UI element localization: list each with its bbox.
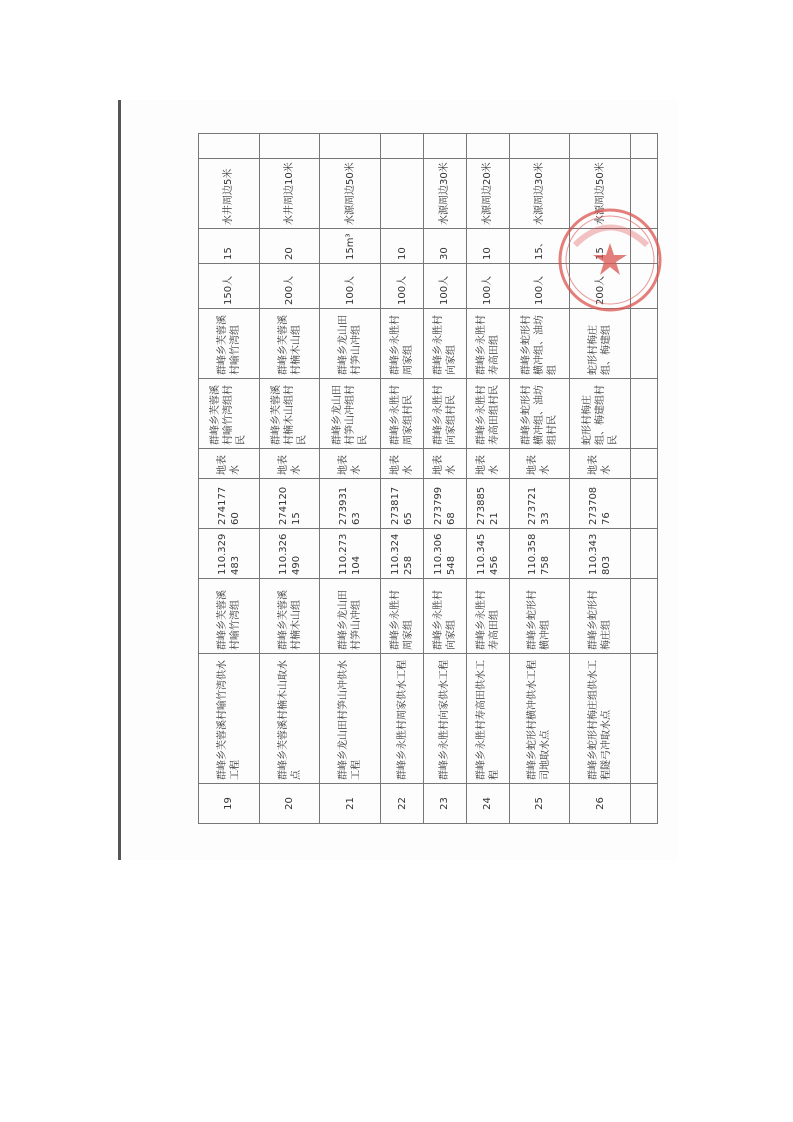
cell-latitude: 27379968 xyxy=(423,479,466,529)
cell-longitude: 110.345456 xyxy=(466,529,509,579)
cell-empty xyxy=(631,134,658,159)
cell-longitude: 110.273104 xyxy=(320,529,381,579)
cell-remark xyxy=(423,134,466,159)
cell-water-type: 地表水 xyxy=(381,449,424,479)
cell-latitude: 27393163 xyxy=(320,479,381,529)
cell-population: 100人 xyxy=(381,264,424,309)
cell-empty xyxy=(631,529,658,579)
cell-population: 100人 xyxy=(509,264,570,309)
cell-protection-range: 水源周边30米 xyxy=(509,159,570,229)
official-seal xyxy=(555,205,665,315)
cell-number: 22 xyxy=(381,784,424,824)
cell-remark xyxy=(509,134,570,159)
cell-water-type: 地表水 xyxy=(509,449,570,479)
cell-service-scope: 群峰乡芙蓉溪村喻竹湾组村民 xyxy=(199,379,260,449)
cell-population: 200人 xyxy=(259,264,320,309)
cell-latitude: 27372133 xyxy=(509,479,570,529)
table-row xyxy=(423,134,466,824)
cell-latitude: 27417760 xyxy=(199,479,260,529)
cell-remark xyxy=(570,134,631,159)
cell-protection-range: 水源周边30米 xyxy=(423,159,466,229)
cell-latitude: 27412015 xyxy=(259,479,320,529)
cell-project-name: 群峰乡蛇形村梅庄组供水工程隧弓冲取水点 xyxy=(570,654,631,784)
cell-project-name: 群峰乡芙蓉溪村喻竹湾供水工程 xyxy=(199,654,260,784)
cell-empty xyxy=(631,784,658,824)
cell-population: 100人 xyxy=(320,264,381,309)
cell-capacity: 15 xyxy=(199,229,260,264)
cell-empty xyxy=(631,654,658,784)
cell-longitude: 110.306548 xyxy=(423,529,466,579)
cell-remark xyxy=(320,134,381,159)
cell-longitude: 110.329483 xyxy=(199,529,260,579)
cell-service-scope: 蛇形村梅庄组、梅建组村民 xyxy=(570,379,631,449)
cell-number: 21 xyxy=(320,784,381,824)
cell-service-scope: 群峰乡永胜村周家组村民 xyxy=(381,379,424,449)
cell-longitude: 110.358758 xyxy=(509,529,570,579)
cell-capacity: 20 xyxy=(259,229,320,264)
cell-location: 群峰乡芙蓉溪村喻竹湾组 xyxy=(199,579,260,654)
cell-capacity: 15m³ xyxy=(320,229,381,264)
cell-location: 群峰乡蛇形村横冲组 xyxy=(509,579,570,654)
cell-project-name: 群峰乡芙蓉溪村楠木山取水点 xyxy=(259,654,320,784)
cell-protection-area: 群峰乡永胜村周家组 xyxy=(381,309,424,379)
cell-number: 26 xyxy=(570,784,631,824)
cell-water-type: 地表水 xyxy=(423,449,466,479)
cell-longitude: 110.326490 xyxy=(259,529,320,579)
cell-protection-area: 群峰乡永胜村寿高田组 xyxy=(466,309,509,379)
table-row xyxy=(199,134,260,824)
cell-project-name: 群峰乡龙山田村笋山冲供水工程 xyxy=(320,654,381,784)
table-row xyxy=(320,134,381,824)
cell-empty xyxy=(631,479,658,529)
cell-water-type: 地表水 xyxy=(570,449,631,479)
cell-project-name: 群峰乡永胜村寿高田供水工程 xyxy=(466,654,509,784)
cell-service-scope: 群峰乡永胜村寿高田组村民 xyxy=(466,379,509,449)
cell-project-name: 群峰乡永胜村周家供水工程 xyxy=(381,654,424,784)
cell-protection-range: 水井周边10米 xyxy=(259,159,320,229)
cell-capacity: 10 xyxy=(381,229,424,264)
cell-number: 19 xyxy=(199,784,260,824)
cell-remark xyxy=(259,134,320,159)
cell-service-scope: 群峰乡永胜村向家组村民 xyxy=(423,379,466,449)
cell-location: 群峰乡蛇形村梅庄组 xyxy=(570,579,631,654)
cell-protection-area: 群峰乡龙山田村笋山冲组 xyxy=(320,309,381,379)
cell-empty xyxy=(631,449,658,479)
cell-capacity: 30 xyxy=(423,229,466,264)
cell-latitude: 27370876 xyxy=(570,479,631,529)
cell-number: 25 xyxy=(509,784,570,824)
cell-number: 24 xyxy=(466,784,509,824)
cell-capacity: 10 xyxy=(466,229,509,264)
page-binding-edge xyxy=(118,100,121,860)
cell-protection-area: 群峰乡蛇形村横冲组、油坊组 xyxy=(509,309,570,379)
table-row xyxy=(466,134,509,824)
cell-water-type: 地表水 xyxy=(259,449,320,479)
cell-empty xyxy=(631,379,658,449)
cell-population: 100人 xyxy=(423,264,466,309)
cell-protection-range: 水井周边5米 xyxy=(199,159,260,229)
table-row xyxy=(381,134,424,824)
cell-protection-range xyxy=(381,159,424,229)
cell-service-scope: 群峰乡芙蓉溪村楠木山组村民 xyxy=(259,379,320,449)
cell-service-scope: 群峰乡龙山田村笋山冲组村民 xyxy=(320,379,381,449)
cell-remark xyxy=(199,134,260,159)
cell-latitude: 27388521 xyxy=(466,479,509,529)
cell-number: 20 xyxy=(259,784,320,824)
cell-protection-area: 群峰乡芙蓉溪村楠木山组 xyxy=(259,309,320,379)
cell-water-type: 地表水 xyxy=(199,449,260,479)
cell-population: 100人 xyxy=(466,264,509,309)
cell-location: 群峰乡永胜村周家组 xyxy=(381,579,424,654)
cell-capacity: 15 xyxy=(570,229,631,264)
cell-location: 群峰乡永胜村向家组 xyxy=(423,579,466,654)
cell-protection-area: 群峰乡芙蓉溪村喻竹湾组 xyxy=(199,309,260,379)
cell-protection-range: 水源周边20米 xyxy=(466,159,509,229)
cell-protection-range: 水源周边50米 xyxy=(570,159,631,229)
cell-location: 群峰乡龙山田村笋山冲组 xyxy=(320,579,381,654)
cell-remark xyxy=(466,134,509,159)
cell-location: 群峰乡芙蓉溪村楠木山组 xyxy=(259,579,320,654)
cell-location: 群峰乡永胜村寿高田组 xyxy=(466,579,509,654)
cell-protection-range: 水源周边50米 xyxy=(320,159,381,229)
cell-number: 23 xyxy=(423,784,466,824)
cell-protection-area: 群峰乡永胜村向家组 xyxy=(423,309,466,379)
cell-population: 200人 xyxy=(570,264,631,309)
cell-water-type: 地表水 xyxy=(320,449,381,479)
cell-empty xyxy=(631,309,658,379)
cell-empty xyxy=(631,579,658,654)
cell-longitude: 110.343803 xyxy=(570,529,631,579)
table-row xyxy=(259,134,320,824)
cell-capacity: 15、 xyxy=(509,229,570,264)
cell-service-scope: 群峰乡蛇形村横冲组、油坊组村民 xyxy=(509,379,570,449)
cell-project-name: 群峰乡蛇形村横冲供水工程司地取水点 xyxy=(509,654,570,784)
cell-water-type: 地表水 xyxy=(466,449,509,479)
cell-latitude: 27381765 xyxy=(381,479,424,529)
cell-longitude: 110.324258 xyxy=(381,529,424,579)
cell-remark xyxy=(381,134,424,159)
cell-protection-area: 蛇形村梅庄组、梅建组 xyxy=(570,309,631,379)
cell-project-name: 群峰乡永胜村向家供水工程 xyxy=(423,654,466,784)
cell-population: 150人 xyxy=(199,264,260,309)
